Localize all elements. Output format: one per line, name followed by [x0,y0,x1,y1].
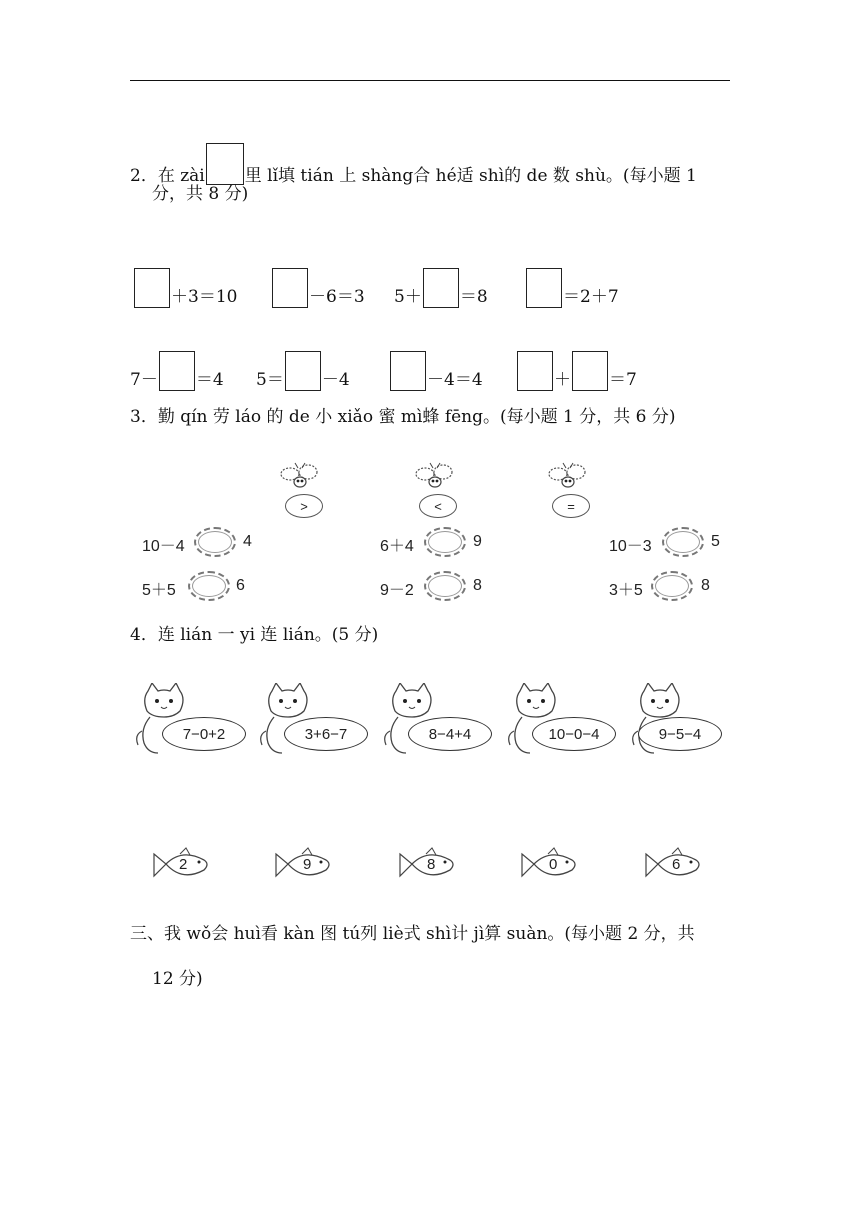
fish-card[interactable] [152,846,212,886]
q2-prefix: 2．在 zài [130,166,205,186]
compare-left: 6＋4 [380,538,414,555]
q2-text: 里 lǐ填 tián 上 shàng合 hé适 shì的 de 数 shù。(每小题 1 [244,166,697,186]
bee-icon [276,462,326,496]
cat-expression: 3+6−7 [284,717,368,751]
equation-text: 5＝ [256,370,284,390]
cat-card[interactable] [382,683,492,755]
compare-left: 3＋5 [609,582,643,599]
equation-text: ＝2＋7 [563,287,619,307]
sign-bubble-gt: > [285,494,323,518]
q2-row1-eq2 [271,268,365,308]
fish-number: 6 [672,856,681,873]
answer-oval[interactable] [424,527,466,557]
cat-card[interactable] [506,683,616,755]
answer-oval[interactable] [662,527,704,557]
q2-heading-line2: 分，共 8 分) [152,184,249,204]
fish-number: 2 [179,856,188,873]
compare-left: 10－4 [142,538,185,555]
sign-bubble-eq: = [552,494,590,518]
answer-oval[interactable] [194,527,236,557]
fish-card[interactable] [644,846,704,886]
compare-left: 5＋5 [142,582,176,599]
cat-expression: 10−0−4 [532,717,616,751]
fish-number: 9 [303,856,312,873]
q2-row1-eq4 [525,268,619,308]
answer-box[interactable] [206,143,244,185]
q4-heading: 4．连 lián 一 yi 连 lián。(5 分) [130,625,379,645]
compare-right: 5 [711,533,720,550]
answer-box[interactable] [285,351,321,391]
compare-left: 9－2 [380,582,414,599]
cat-card[interactable] [258,683,368,755]
cat-card[interactable] [134,683,244,755]
cat-expression: 8−4+4 [408,717,492,751]
compare-right: 9 [473,533,482,550]
answer-box[interactable] [134,268,170,308]
equation-text: 7－ [130,370,158,390]
sign-bubble-lt: < [419,494,457,518]
compare-right: 8 [473,577,482,594]
equation-text: －6＝3 [309,287,365,307]
answer-box[interactable] [272,268,308,308]
cat-card[interactable] [630,683,740,755]
q2-heading [130,143,697,185]
compare-right: 6 [236,577,245,594]
q2-row2-eq3 [389,351,483,391]
cat-expression: 9−5−4 [638,717,722,751]
equation-text: 5＋ [394,287,422,307]
q2-row2-eq1 [130,351,224,391]
equation-text: ＝4 [195,370,224,390]
answer-box[interactable] [517,351,553,391]
q3-heading: 3．勤 qín 劳 láo 的 de 小 xiǎo 蜜 mì蜂 fēng。(每小题 1 分，共 6 分) [130,407,676,427]
section3-heading-line2: 12 分) [152,969,203,989]
answer-box[interactable] [572,351,608,391]
fish-card[interactable] [520,846,580,886]
fish-number: 0 [549,856,558,873]
section3-heading: 三、我 wǒ会 huì看 kàn 图 tú列 liè式 shì计 jì算 suàn。(每小题 2 分，共 [130,924,695,944]
answer-box[interactable] [423,268,459,308]
q2-row1-eq3 [394,268,488,308]
equation-text: ＋ [554,370,571,390]
fish-number: 8 [427,856,436,873]
answer-box[interactable] [159,351,195,391]
q2-row2-eq2 [256,351,350,391]
fish-card[interactable] [398,846,458,886]
answer-oval[interactable] [188,571,230,601]
answer-oval[interactable] [651,571,693,601]
equation-text: ＝8 [459,287,488,307]
bee-icon [411,462,461,496]
equation-text: －4＝4 [427,370,483,390]
fish-card[interactable] [274,846,334,886]
q2-row1-eq1 [133,268,237,308]
answer-box[interactable] [390,351,426,391]
answer-box[interactable] [526,268,562,308]
compare-right: 4 [243,533,252,550]
equation-text: ＝7 [609,370,637,390]
q2-row2-eq4 [516,351,637,391]
bee-icon [544,462,594,496]
compare-left: 10－3 [609,538,652,555]
compare-right: 8 [701,577,710,594]
top-rule [130,80,730,81]
equation-text: ＋3＝10 [171,287,238,307]
cat-expression: 7−0+2 [162,717,246,751]
equation-text: －4 [321,370,350,390]
answer-oval[interactable] [424,571,466,601]
